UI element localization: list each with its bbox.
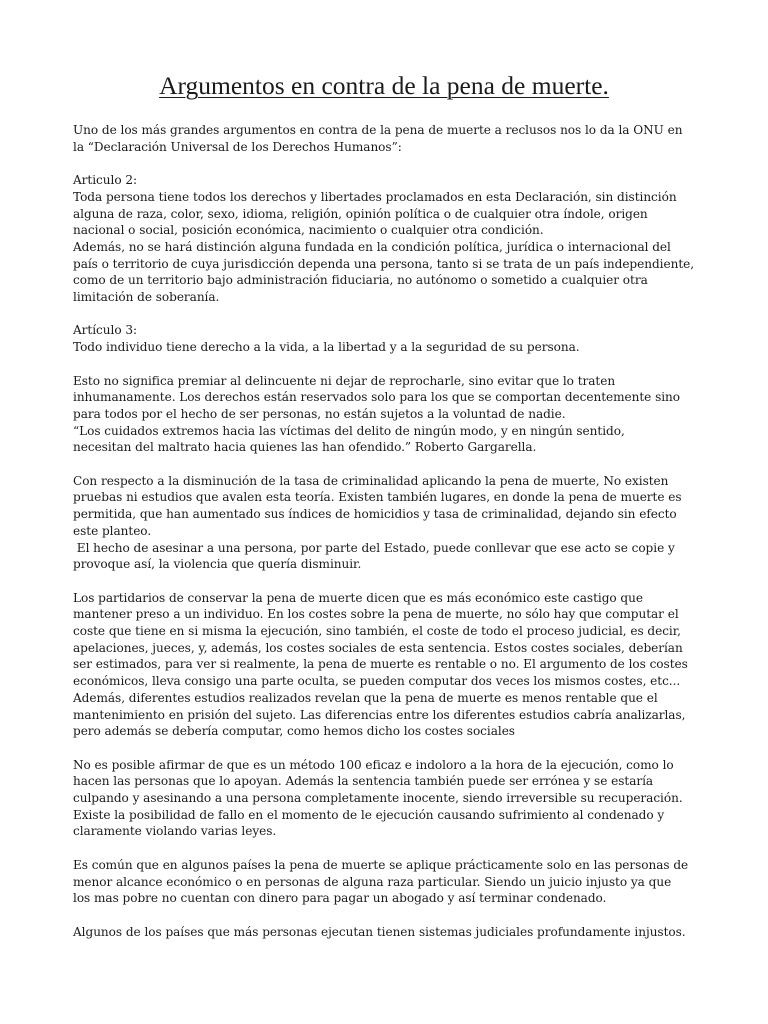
text-line: Es común que en algunos países la pena de muerte se aplique prácticamente solo en las personas de <box>73 857 689 872</box>
paragraph <box>73 590 695 740</box>
text-line: El hecho de asesinar a una persona, por parte del Estado, puede conllevar que ese acto se copie y <box>73 540 675 555</box>
text-line: culpando y asesinando a una persona completamente inocente, siendo irreversible su recuperación. <box>73 791 683 806</box>
paragraph <box>73 473 695 573</box>
text-line: nacional o social, posición económica, nacimiento o cualquier otra condición. <box>73 223 544 238</box>
text-line: menor alcance económico o en personas de alguna raza particular. Siendo un juicio injusto ya que <box>73 874 672 889</box>
text-line: Uno de los más grandes argumentos en contra de la pena de muerte a reclusos nos lo da la ONU en <box>73 123 683 137</box>
text-line: No es posible afirmar de que es un método 100 eficaz e indoloro a la hora de la ejecución, como lo <box>73 757 674 772</box>
text-line: los mas pobre no cuentan con dinero para pagar un abogado y así terminar condenado. <box>73 891 607 906</box>
paragraph <box>73 924 695 941</box>
text-line: Algunos de los países que más personas ejecutan tienen sistemas judiciales profundamente injustos. <box>73 924 686 939</box>
text-line: como de un territorio bajo administración fiduciaria, no autónomo o sometido a cualquier otra <box>73 273 648 288</box>
text-line: provoque así, la violencia que quería disminuir. <box>73 557 362 572</box>
paragraph <box>73 373 695 457</box>
text-line: ser estimados, para ver si realmente, la pena de muerte es rentable o no. El argumento de los costes <box>73 657 688 672</box>
text-line: pero además se debería computar, como hemos dicho los costes sociales <box>73 724 515 739</box>
text-line: coste que tiene en si misma la ejecución, sino también, el coste de todo el proceso judicial, es decir, <box>73 624 681 639</box>
document-body <box>73 122 695 940</box>
text-line: Esto no significa premiar al delincuente ni dejar de reprocharle, sino evitar que lo traten <box>73 373 616 388</box>
text-line: país o territorio de cuya jurisdicción dependa una persona, tanto si se trata de un país independiente, <box>73 256 695 271</box>
text-line: económicos, lleva consigo una parte oculta, se pueden computar dos veces los mismos costes, etc... <box>73 674 681 689</box>
text-line: Todo individuo tiene derecho a la vida, a la libertad y a la seguridad de su persona. <box>73 340 580 355</box>
text-line: la “Declaración Universal de los Derechos Humanos”: <box>73 139 402 154</box>
text-line: alguna de raza, color, sexo, idioma, religión, opinión política o de cualquier otra índole, origen <box>73 206 648 221</box>
text-line: necesitan del maltrato hacia quienes las han ofendido.” Roberto Gargarella. <box>73 440 537 455</box>
text-line: Además, diferentes estudios realizados revelan que la pena de muerte es menos rentable que el <box>73 690 658 705</box>
text-line: este planteo. <box>73 523 152 538</box>
text-line: Existe la posibilidad de fallo en el momento de le ejecución causando sufrimiento al condenado y <box>73 807 665 822</box>
text-line: limitación de soberanía. <box>73 290 220 305</box>
text-line: apelaciones, jueces, y, además, los costes sociales de esta sentencia. Estos costes sociales, deberían <box>73 640 683 655</box>
text-line: Toda persona tiene todos los derechos y libertades proclamados en esta Declaración, sin distinción <box>73 189 677 204</box>
text-line: para todos por el hecho de ser personas, no están sujetos a la voluntad de nadie. <box>73 406 566 421</box>
text-line: inhumanamente. Los derechos están reservados solo para los que se comportan decentemente sino <box>73 390 681 405</box>
document-title: Argumentos en contra de la pena de muerte. <box>159 71 609 100</box>
paragraph <box>73 757 695 841</box>
text-line: Articulo 2: <box>73 173 138 188</box>
text-line: Con respecto a la disminución de la tasa de criminalidad aplicando la pena de muerte, No existen <box>73 473 669 488</box>
text-line: hacen las personas que lo apoyan. Además la sentencia también puede ser errónea y se estaría <box>73 774 654 789</box>
document-page <box>73 70 695 957</box>
text-line: Además, no se hará distinción alguna fundada en la condición política, jurídica o internacional del <box>73 239 671 254</box>
text-line: pruebas ni estudios que avalen esta teoría. Existen también lugares, en donde la pena de muerte es <box>73 490 682 505</box>
text-line: permitida, que han aumentado sus índices de homicidios y tasa de criminalidad, dejando sin efecto <box>73 507 677 522</box>
text-line: claramente violando varias leyes. <box>73 824 277 839</box>
paragraph <box>73 322 695 355</box>
text-line: Artículo 3: <box>73 323 138 338</box>
paragraph <box>73 857 695 907</box>
text-line: mantener preso a un individuo. En los costes sobre la pena de muerte, no sólo hay que computar el <box>73 607 679 622</box>
paragraph <box>73 172 695 306</box>
text-line: mantenimiento en prisión del sujeto. Las diferencias entre los diferentes estudios cabría analizarlas, <box>73 707 686 722</box>
paragraph <box>73 122 695 155</box>
text-line: Los partidarios de conservar la pena de muerte dicen que es más económico este castigo que <box>73 590 643 605</box>
text-line: “Los cuidados extremos hacia las víctimas del delito de ningún modo, y en ningún sentido, <box>73 423 625 438</box>
